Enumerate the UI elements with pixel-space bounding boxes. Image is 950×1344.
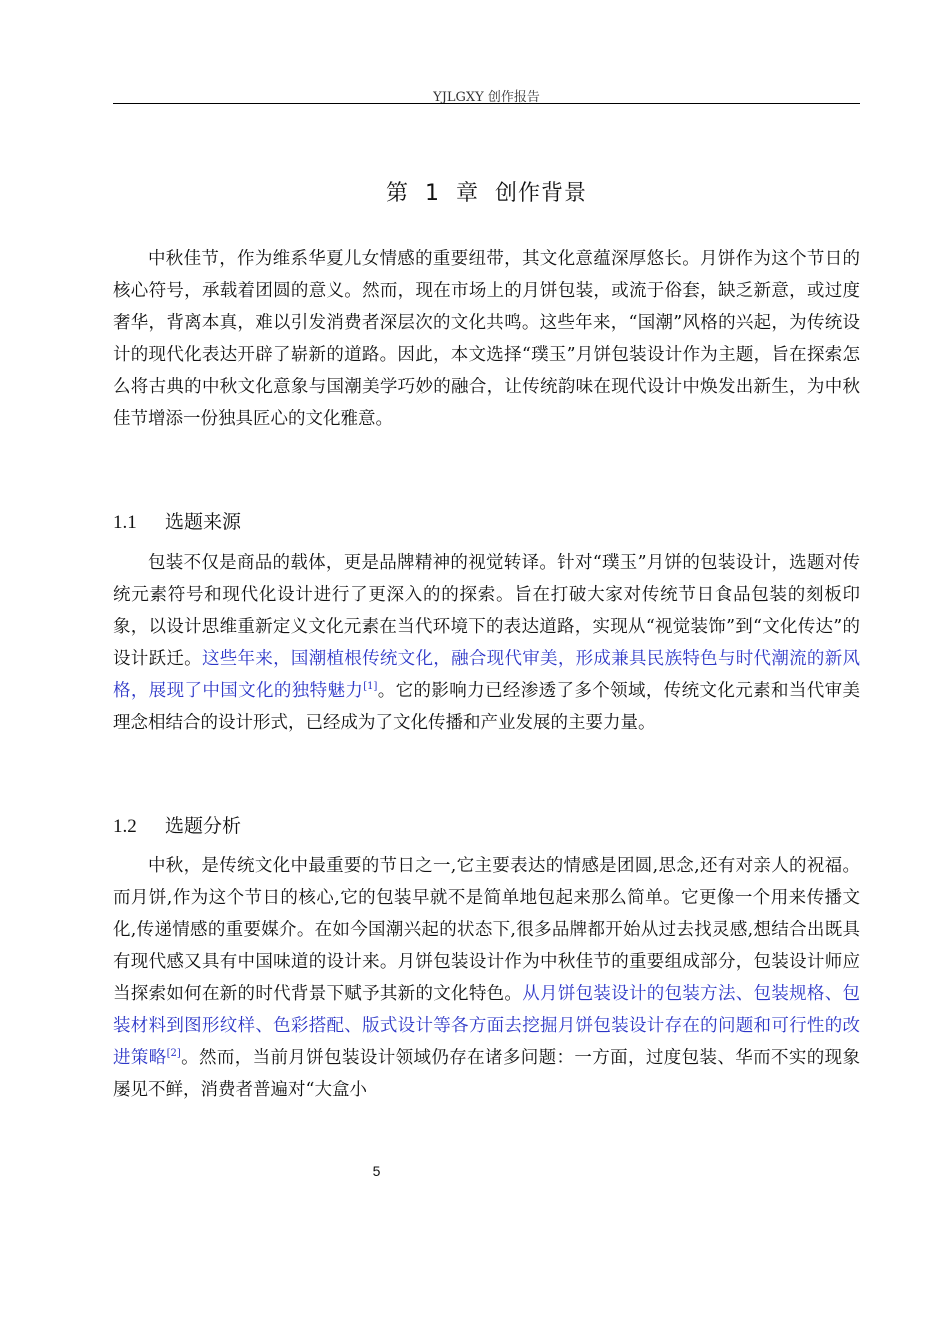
- section-title: 选题来源: [165, 511, 242, 533]
- cited-text: 这些年来，国潮植根传统文化，融合现代审美，形成兼具民族特色与时代潮流的新风格，展现了中国文化的独特魅力: [113, 649, 861, 701]
- section-1-2-paragraph: [113, 850, 860, 1106]
- cited-text: 从月饼包装设计的包装方法、包装规格、包装材料到图形纹样、色彩搭配、版式设计等各方面去挖掘月饼包装设计存在的问题和可行性的改进策略: [113, 984, 861, 1068]
- section-1-1-paragraph: [113, 547, 860, 739]
- section-number: 1.2: [113, 816, 137, 837]
- header-rule: [113, 103, 860, 104]
- citation-ref-1[interactable]: [1]: [363, 681, 378, 693]
- section-number: 1.1: [113, 512, 137, 533]
- section-heading-1-1: [113, 507, 860, 534]
- citation-ref-2[interactable]: [2]: [166, 1048, 181, 1060]
- page-number: 5: [372, 1163, 381, 1179]
- paragraph-text: 中秋，是传统文化中最重要的节日之一,它主要表达的情感是团圆,思念,还有对亲人的祝福。而月饼,作为这个节日的核心,它的包装早就不是简单地包起来那么简单。它更像一个用来传播文化,传递情感的重要媒介。在如今国潮兴起的状态下,很多品牌都开始从过去找灵感,想结合出既具有现代感又具有中国味道的设计来。月饼包装设计作为中秋佳节的重要组成部分，包装设计师应当探索如何在新的时代背景下赋予其新的文化特色。: [113, 856, 860, 1004]
- paragraph-text: 包装不仅是商品的载体，更是品牌精神的视觉转译。针对“璞玉”月饼的包装设计，选题对传统元素符号和现代化设计进行了更深入的的探索。旨在打破大家对传统节日食品包装的刻板印象，以设计思维重新定义文化元素在当代环境下的表达道路，实现从“视觉装饰”到“文化传达”的设计跃迁。: [113, 553, 860, 669]
- chapter-title: 第 1 章 创作背景: [386, 181, 587, 206]
- section-heading-1-2: [113, 811, 860, 838]
- section-title: 选题分析: [165, 815, 242, 837]
- paragraph-text: 。然而，当前月饼包装设计领域仍存在诸多问题：一方面，过度包装、华而不实的现象屡见不鲜，消费者普遍对“大盒小: [113, 1048, 861, 1100]
- intro-paragraph: 中秋佳节，作为维系华夏儿女情感的重要纽带，其文化意蕴深厚悠长。月饼作为这个节日的核心符号，承载着团圆的意义。然而，现在市场上的月饼包装，或流于俗套，缺乏新意，或过度奢华，背离本真，难以引发消费者深层次的文化共鸣。这些年来，“国潮”风格的兴起，为传统设计的现代化表达开辟了崭新的道路。因此，本文选择“璞玉”月饼包装设计作为主题，旨在探索怎么将古典的中秋文化意象与国潮美学巧妙的融合，让传统韵味在现代设计中焕发出新生，为中秋佳节增添一份独具匠心的文化雅意。: [113, 249, 860, 429]
- running-header: YJLGXY 创作报告: [433, 90, 540, 105]
- paragraph-text: 。它的影响力已经渗透了多个领域，传统文化元素和当代审美理念相结合的设计形式，已经成为了文化传播和产业发展的主要力量。: [113, 681, 860, 733]
